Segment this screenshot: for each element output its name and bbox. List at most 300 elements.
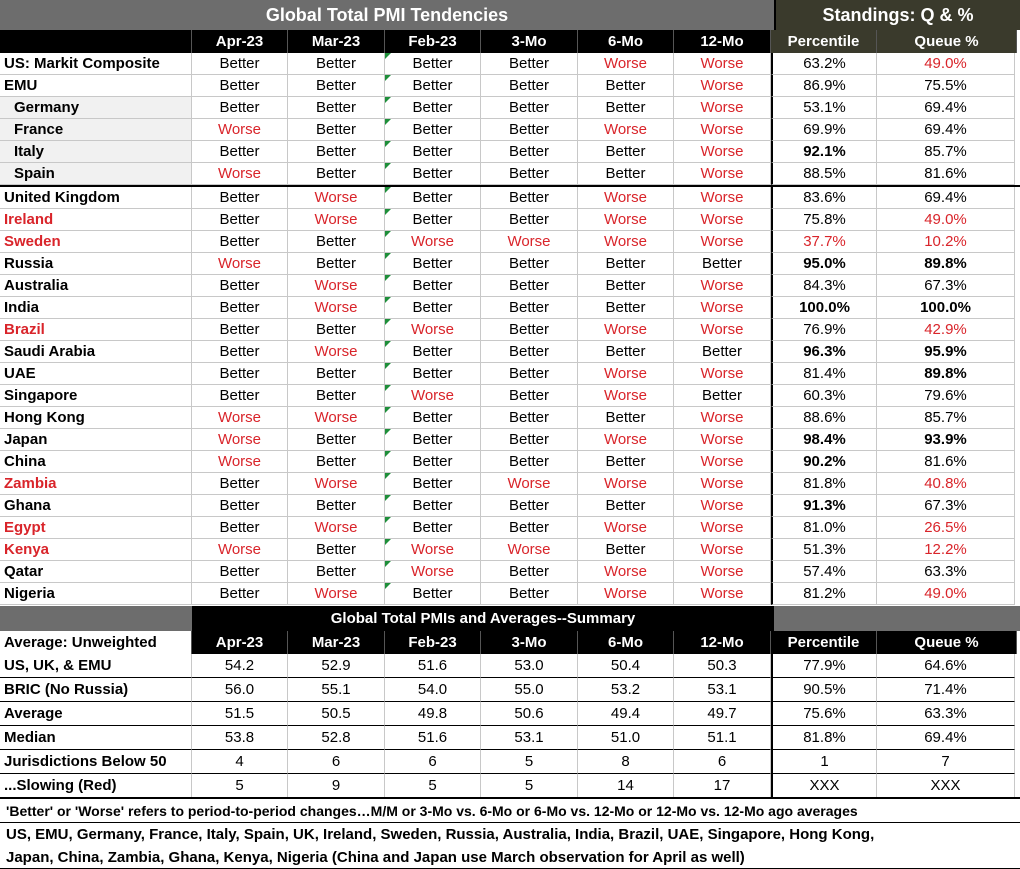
tendency-cell: Better	[385, 517, 481, 539]
row-label: Zambia	[0, 473, 192, 495]
tendency-cell: Better	[385, 451, 481, 473]
summary-header-row	[0, 631, 1020, 654]
tendency-cell: Better	[481, 187, 578, 209]
table-row	[0, 141, 1020, 163]
table-row	[0, 341, 1020, 363]
summary-value-cell: 51.1	[674, 726, 771, 750]
col-header: Mar-23	[288, 30, 385, 53]
summary-value-cell: 69.4%	[877, 726, 1015, 750]
tendency-cell: Better	[385, 495, 481, 517]
row-label: India	[0, 297, 192, 319]
table-row	[0, 407, 1020, 429]
tendency-cell: Better	[192, 583, 288, 605]
col-header: Queue %	[877, 631, 1017, 654]
col-header: Percentile	[771, 30, 877, 53]
jurisdiction-list-line: US, EMU, Germany, France, Italy, Spain, UK, Ireland, Sweden, Russia, Australia, India, Brazil, UAE, Singapore, Hong Kong,	[6, 826, 875, 843]
tendency-cell: Worse	[288, 275, 385, 297]
summary-value-cell: 56.0	[192, 678, 288, 702]
table-row	[0, 231, 1020, 253]
tendency-cell: Better	[481, 209, 578, 231]
tendency-cell: Better	[481, 297, 578, 319]
page-title: Global Total PMI Tendencies	[0, 0, 774, 30]
summary-row	[0, 678, 1020, 702]
tendency-cell: Better	[481, 385, 578, 407]
summary-value-cell: 75.6%	[771, 702, 877, 726]
tendency-cell: Worse	[674, 209, 771, 231]
table-row	[0, 275, 1020, 297]
tendency-cell: Worse	[192, 119, 288, 141]
tendency-cell: Better	[288, 253, 385, 275]
summary-title: Global Total PMIs and Averages--Summary	[192, 606, 774, 631]
queue-cell: 89.8%	[877, 253, 1015, 275]
queue-cell: 100.0%	[877, 297, 1015, 319]
table-row	[0, 363, 1020, 385]
queue-cell: 10.2%	[877, 231, 1015, 253]
percentile-cell: 83.6%	[771, 187, 877, 209]
col-header: Percentile	[771, 631, 877, 654]
summary-value-cell: 53.1	[674, 678, 771, 702]
percentile-cell: 95.0%	[771, 253, 877, 275]
tendency-cell: Better	[481, 451, 578, 473]
col-header: 12-Mo	[674, 30, 771, 53]
tendency-cell: Better	[192, 363, 288, 385]
queue-cell: 49.0%	[877, 583, 1015, 605]
table-row	[0, 561, 1020, 583]
percentile-cell: 81.2%	[771, 583, 877, 605]
title-bar	[0, 0, 1020, 30]
summary-title-bar	[0, 606, 1020, 631]
percentile-cell: 96.3%	[771, 341, 877, 363]
jurisdiction-list-line: Japan, China, Zambia, Ghana, Kenya, Nigeria (China and Japan use March observation for April as well)	[0, 846, 1020, 869]
summary-value-cell: 51.5	[192, 702, 288, 726]
tendency-cell: Better	[192, 209, 288, 231]
tendency-cell: Better	[385, 209, 481, 231]
tendency-cell: Better	[385, 119, 481, 141]
definition-note: 'Better' or 'Worse' refers to period-to-period changes…M/M or 3-Mo vs. 6-Mo or 6-Mo vs. 12-Mo or 12-Mo vs. 12-Mo ago averages	[0, 797, 1020, 823]
tendency-cell: Better	[385, 53, 481, 75]
tendency-cell: Worse	[288, 583, 385, 605]
tendency-cell: Better	[192, 385, 288, 407]
tendency-cell: Better	[288, 451, 385, 473]
tendency-cell: Better	[674, 253, 771, 275]
summary-value-cell: 77.9%	[771, 654, 877, 678]
tendency-cell: Better	[481, 53, 578, 75]
row-label: Ireland	[0, 209, 192, 231]
tendency-cell: Worse	[674, 319, 771, 341]
queue-cell: 85.7%	[877, 407, 1015, 429]
tendency-cell: Worse	[578, 187, 674, 209]
percentile-cell: 63.2%	[771, 53, 877, 75]
percentile-cell: 60.3%	[771, 385, 877, 407]
tendency-cell: Better	[385, 429, 481, 451]
table-row	[0, 209, 1020, 231]
queue-cell: 40.8%	[877, 473, 1015, 495]
summary-value-cell: 5	[385, 774, 481, 798]
table-row	[0, 253, 1020, 275]
tendency-cell: Better	[192, 297, 288, 319]
standings-title: Standings: Q & %	[774, 0, 1020, 30]
tendency-cell: Better	[288, 163, 385, 185]
tendency-cell: Better	[578, 539, 674, 561]
row-label: Hong Kong	[0, 407, 192, 429]
table-row	[0, 539, 1020, 561]
col-header: 6-Mo	[578, 631, 674, 654]
queue-cell: 69.4%	[877, 119, 1015, 141]
tendency-cell: Worse	[385, 319, 481, 341]
tendency-cell: Worse	[674, 75, 771, 97]
queue-cell: 49.0%	[877, 53, 1015, 75]
tendency-cell: Worse	[288, 341, 385, 363]
summary-value-cell: 49.7	[674, 702, 771, 726]
tendency-cell: Better	[288, 231, 385, 253]
tendency-cell: Better	[578, 253, 674, 275]
tendency-cell: Worse	[578, 319, 674, 341]
tendency-cell: Worse	[578, 561, 674, 583]
tendency-cell: Worse	[674, 473, 771, 495]
tendency-cell: Worse	[674, 517, 771, 539]
tendency-cell: Worse	[288, 187, 385, 209]
queue-cell: 95.9%	[877, 341, 1015, 363]
tendency-cell: Better	[385, 583, 481, 605]
summary-value-cell: 17	[674, 774, 771, 798]
col-header: Mar-23	[288, 631, 385, 654]
tendency-cell: Better	[481, 517, 578, 539]
tendency-cell: Better	[481, 561, 578, 583]
percentile-cell: 81.4%	[771, 363, 877, 385]
tendency-cell: Worse	[674, 407, 771, 429]
summary-value-cell: 14	[578, 774, 674, 798]
tendency-cell: Worse	[578, 429, 674, 451]
tendency-cell: Worse	[674, 451, 771, 473]
queue-cell: 81.6%	[877, 451, 1015, 473]
tendency-cell: Better	[385, 407, 481, 429]
tendency-cell: Better	[578, 297, 674, 319]
tendency-cell: Better	[481, 75, 578, 97]
tendency-cell: Worse	[481, 231, 578, 253]
tendency-cell: Worse	[578, 583, 674, 605]
col-header: 6-Mo	[578, 30, 674, 53]
tendency-cell: Better	[288, 141, 385, 163]
summary-value-cell: 4	[192, 750, 288, 774]
tendency-cell: Worse	[674, 141, 771, 163]
summary-row-label: BRIC (No Russia)	[0, 678, 192, 702]
summary-value-cell: 52.8	[288, 726, 385, 750]
tendency-cell: Better	[385, 163, 481, 185]
percentile-cell: 69.9%	[771, 119, 877, 141]
table-row	[0, 119, 1020, 141]
table-row	[0, 385, 1020, 407]
tendency-cell: Better	[192, 97, 288, 119]
tendency-cell: Worse	[674, 187, 771, 209]
tendency-cell: Better	[674, 385, 771, 407]
summary-value-cell: 55.0	[481, 678, 578, 702]
tendency-cell: Better	[578, 407, 674, 429]
tendency-cell: Better	[288, 119, 385, 141]
tendency-cell: Worse	[578, 119, 674, 141]
col-header: 3-Mo	[481, 30, 578, 53]
tendency-cell: Worse	[481, 473, 578, 495]
tendency-cell: Worse	[288, 209, 385, 231]
percentile-cell: 88.5%	[771, 163, 877, 185]
queue-cell: 42.9%	[877, 319, 1015, 341]
tendency-cell: Better	[192, 141, 288, 163]
percentile-cell: 98.4%	[771, 429, 877, 451]
percentile-cell: 53.1%	[771, 97, 877, 119]
summary-value-cell: XXX	[771, 774, 877, 798]
tendency-cell: Better	[385, 187, 481, 209]
summary-value-cell: 50.6	[481, 702, 578, 726]
tendency-cell: Better	[481, 275, 578, 297]
queue-cell: 81.6%	[877, 163, 1015, 185]
tendency-cell: Better	[481, 163, 578, 185]
tendency-cell: Better	[481, 97, 578, 119]
table-row	[0, 517, 1020, 539]
table-row	[0, 53, 1020, 75]
tendency-cell: Better	[481, 319, 578, 341]
tendency-cell: Better	[385, 75, 481, 97]
queue-cell: 85.7%	[877, 141, 1015, 163]
summary-header-label: Average: Unweighted	[0, 631, 192, 654]
tendency-cell: Worse	[385, 385, 481, 407]
row-label: Egypt	[0, 517, 192, 539]
tendency-cell: Better	[578, 75, 674, 97]
tendency-cell: Worse	[385, 231, 481, 253]
summary-value-cell: 50.3	[674, 654, 771, 678]
tendency-cell: Better	[192, 275, 288, 297]
row-label: EMU	[0, 75, 192, 97]
tendency-cell: Better	[288, 363, 385, 385]
queue-cell: 89.8%	[877, 363, 1015, 385]
summary-value-cell: 90.5%	[771, 678, 877, 702]
row-label: US: Markit Composite	[0, 53, 192, 75]
table-row	[0, 163, 1020, 185]
row-label: Brazil	[0, 319, 192, 341]
tendency-cell: Better	[481, 119, 578, 141]
percentile-cell: 100.0%	[771, 297, 877, 319]
queue-cell: 67.3%	[877, 495, 1015, 517]
tendency-cell: Worse	[192, 539, 288, 561]
percentile-cell: 92.1%	[771, 141, 877, 163]
percentile-cell: 81.8%	[771, 473, 877, 495]
tendency-cell: Better	[385, 275, 481, 297]
row-label: Nigeria	[0, 583, 192, 605]
tendency-cell: Worse	[674, 97, 771, 119]
summary-title-spacer	[0, 606, 192, 631]
summary-value-cell: 9	[288, 774, 385, 798]
table-row	[0, 97, 1020, 119]
summary-value-cell: 6	[674, 750, 771, 774]
tendency-cell: Better	[674, 341, 771, 363]
table-row	[0, 473, 1020, 495]
summary-value-cell: 51.6	[385, 726, 481, 750]
tendency-cell: Better	[481, 253, 578, 275]
tendency-cell: Worse	[674, 275, 771, 297]
summary-row-label: Median	[0, 726, 192, 750]
tendency-cell: Better	[192, 53, 288, 75]
percentile-cell: 88.6%	[771, 407, 877, 429]
col-header: Feb-23	[385, 631, 481, 654]
tendency-cell: Better	[481, 495, 578, 517]
tendency-cell: Better	[288, 319, 385, 341]
column-header-row	[0, 30, 1020, 53]
row-label: Spain	[0, 163, 192, 185]
summary-value-cell: 64.6%	[877, 654, 1015, 678]
summary-value-cell: 71.4%	[877, 678, 1015, 702]
col-header: Apr-23	[192, 30, 288, 53]
tendency-cell: Worse	[578, 517, 674, 539]
tendency-cell: Worse	[288, 407, 385, 429]
tendency-cell: Better	[385, 97, 481, 119]
tendency-cell: Better	[192, 517, 288, 539]
tendency-cell: Better	[192, 561, 288, 583]
tendency-cell: Worse	[674, 297, 771, 319]
tendency-cell: Worse	[385, 561, 481, 583]
row-label: Japan	[0, 429, 192, 451]
summary-value-cell: 54.0	[385, 678, 481, 702]
tendency-cell: Better	[192, 341, 288, 363]
col-header: Feb-23	[385, 30, 481, 53]
tendency-cell: Worse	[578, 209, 674, 231]
col-header: Apr-23	[192, 631, 288, 654]
row-label: Germany	[0, 97, 192, 119]
summary-value-cell: 49.8	[385, 702, 481, 726]
summary-value-cell: 53.1	[481, 726, 578, 750]
queue-cell: 69.4%	[877, 187, 1015, 209]
tendency-cell: Worse	[578, 473, 674, 495]
summary-value-cell: 1	[771, 750, 877, 774]
summary-value-cell: 50.5	[288, 702, 385, 726]
queue-cell: 69.4%	[877, 97, 1015, 119]
col-header: 3-Mo	[481, 631, 578, 654]
row-label: Australia	[0, 275, 192, 297]
summary-value-cell: 5	[481, 750, 578, 774]
tendency-cell: Better	[385, 473, 481, 495]
tendency-cell: Worse	[578, 53, 674, 75]
tendency-cell: Better	[578, 141, 674, 163]
tendency-cell: Worse	[288, 297, 385, 319]
summary-row-label: ...Slowing (Red)	[0, 774, 192, 798]
tendency-cell: Worse	[674, 495, 771, 517]
tendency-cell: Worse	[578, 231, 674, 253]
summary-row-label: Average	[0, 702, 192, 726]
queue-cell: 93.9%	[877, 429, 1015, 451]
summary-value-cell: 8	[578, 750, 674, 774]
tendency-cell: Better	[481, 407, 578, 429]
tendency-cell: Better	[192, 473, 288, 495]
tendency-cell: Worse	[192, 407, 288, 429]
queue-cell: 75.5%	[877, 75, 1015, 97]
tendency-cell: Better	[288, 53, 385, 75]
tendency-cell: Better	[288, 561, 385, 583]
tendency-cell: Better	[578, 163, 674, 185]
tendency-cell: Worse	[674, 53, 771, 75]
row-label: France	[0, 119, 192, 141]
summary-row	[0, 774, 1020, 798]
tendency-cell: Better	[288, 97, 385, 119]
tendency-cell: Better	[288, 385, 385, 407]
tendency-cell: Worse	[674, 539, 771, 561]
tendency-cell: Better	[578, 341, 674, 363]
row-label: United Kingdom	[0, 187, 192, 209]
summary-title-spacer	[774, 606, 1020, 631]
percentile-cell: 75.8%	[771, 209, 877, 231]
tendency-cell: Better	[481, 141, 578, 163]
col-header: Queue %	[877, 30, 1017, 53]
table-row	[0, 495, 1020, 517]
table-row	[0, 429, 1020, 451]
summary-value-cell: 51.6	[385, 654, 481, 678]
row-label: Qatar	[0, 561, 192, 583]
tendency-cell: Worse	[288, 517, 385, 539]
queue-cell: 12.2%	[877, 539, 1015, 561]
summary-value-cell: 7	[877, 750, 1015, 774]
tendency-cell: Worse	[288, 473, 385, 495]
summary-value-cell: 81.8%	[771, 726, 877, 750]
percentile-cell: 57.4%	[771, 561, 877, 583]
queue-cell: 26.5%	[877, 517, 1015, 539]
summary-value-cell: 5	[192, 774, 288, 798]
summary-value-cell: 5	[481, 774, 578, 798]
tendency-cell: Better	[578, 97, 674, 119]
summary-value-cell: 6	[385, 750, 481, 774]
tendency-cell: Better	[192, 231, 288, 253]
tendency-cell: Better	[481, 341, 578, 363]
summary-value-cell: 54.2	[192, 654, 288, 678]
tendency-cell: Worse	[192, 163, 288, 185]
tendency-cell: Worse	[192, 451, 288, 473]
tendency-cell: Better	[192, 495, 288, 517]
table-row	[0, 583, 1020, 605]
summary-row	[0, 726, 1020, 750]
tendency-cell: Worse	[192, 253, 288, 275]
row-label: Kenya	[0, 539, 192, 561]
tendency-cell: Better	[288, 429, 385, 451]
tendency-cell: Better	[481, 583, 578, 605]
summary-value-cell: 50.4	[578, 654, 674, 678]
tendency-cell: Better	[578, 495, 674, 517]
tendency-cell: Worse	[578, 363, 674, 385]
tendency-cell: Better	[288, 495, 385, 517]
table-row	[0, 319, 1020, 341]
tendency-cell: Worse	[674, 363, 771, 385]
tendency-cell: Worse	[674, 583, 771, 605]
row-label: Singapore	[0, 385, 192, 407]
tendency-cell: Worse	[674, 429, 771, 451]
summary-row	[0, 654, 1020, 678]
percentile-cell: 90.2%	[771, 451, 877, 473]
row-label: Sweden	[0, 231, 192, 253]
summary-value-cell: 51.0	[578, 726, 674, 750]
corner-header	[0, 30, 192, 53]
row-label: UAE	[0, 363, 192, 385]
percentile-cell: 91.3%	[771, 495, 877, 517]
percentile-cell: 37.7%	[771, 231, 877, 253]
col-header: 12-Mo	[674, 631, 771, 654]
percentile-cell: 84.3%	[771, 275, 877, 297]
tendency-cell: Worse	[578, 385, 674, 407]
tendency-cell: Better	[385, 253, 481, 275]
summary-row-label: Jurisdictions Below 50	[0, 750, 192, 774]
tendency-cell: Better	[578, 275, 674, 297]
tendency-cell: Better	[578, 451, 674, 473]
percentile-cell: 51.3%	[771, 539, 877, 561]
tendency-cell: Worse	[674, 231, 771, 253]
table-row	[0, 75, 1020, 97]
tendency-cell: Worse	[674, 163, 771, 185]
tendency-cell: Better	[481, 363, 578, 385]
summary-row	[0, 750, 1020, 774]
summary-value-cell: 53.0	[481, 654, 578, 678]
